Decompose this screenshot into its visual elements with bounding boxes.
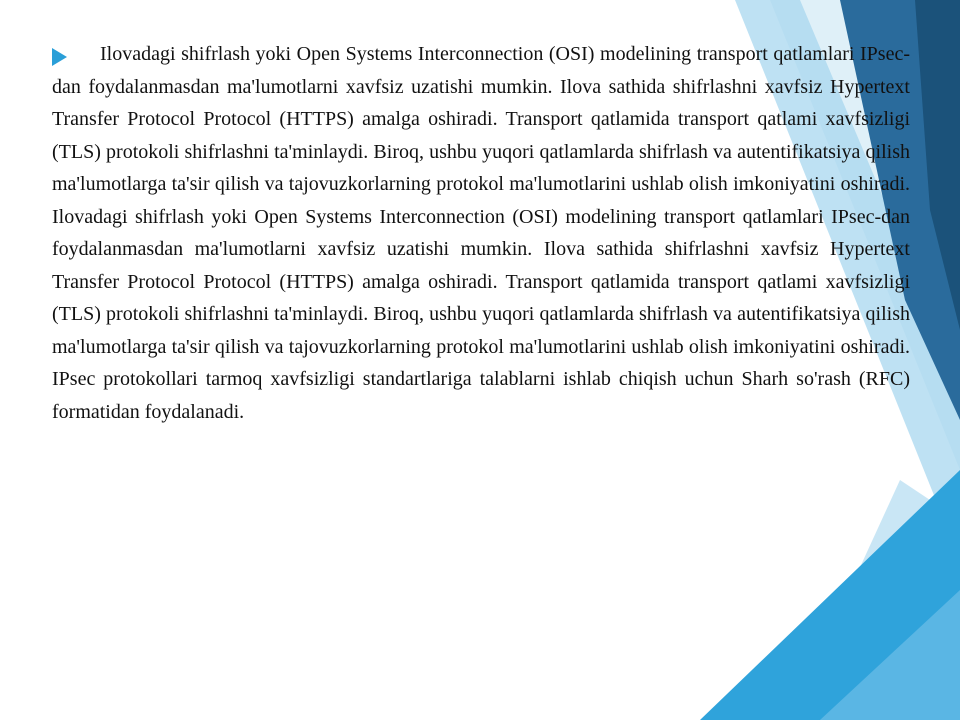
body-paragraph: Ilovadagi shifrlash yoki Open Systems Interconnection (OSI) modelining transport qatlamlari IPsec-dan foydalanmasdan ma'lumotlarni xavfsiz uzatishi mumkin. Ilova sathida shifrlashni xavfsiz Hypertext Transfer Protocol Protocol (HTTPS) amalga oshiradi. Transport qatlamida transport qatlami xavfsizligi (TLS) protokoli shifrlashni ta'minlaydi. Biroq, ushbu yuqori qatlamlarda shifrlash va autentifikatsiya qilish ma'lumotlarga ta'sir qilish va tajovuzkorlarning protokol ma'lumotlarini ushlab olish imkoniyatini oshiradi. Ilovadagi shifrlash yoki Open Systems Interconnection (OSI) modelining transport qatlamlari IPsec-dan foydalanmasdan ma'lumotlarni xavfsiz uzatishi mumkin. Ilova sathida shifrlashni xavfsiz Hypertext Transfer Protocol Protocol (HTTPS) amalga oshiradi. Transport qatlamida transport qatlami xavfsizligi (TLS) protokoli shifrlashni ta'minlaydi. Biroq, ushbu yuqori qatlamlarda shifrlash va autentifikatsiya qilish ma'lumotlarga ta'sir qilish va tajovuzkorlarning protokol ma'lumotlarini ushlab olish imkoniyatini oshiradi. IPsec protokollari tarmoq xavfsizligi standartlariga talablarni ishlab chiqish uchun Sharh so'rash (RFC) formatidan foydalanadi. [52, 43, 910, 423]
